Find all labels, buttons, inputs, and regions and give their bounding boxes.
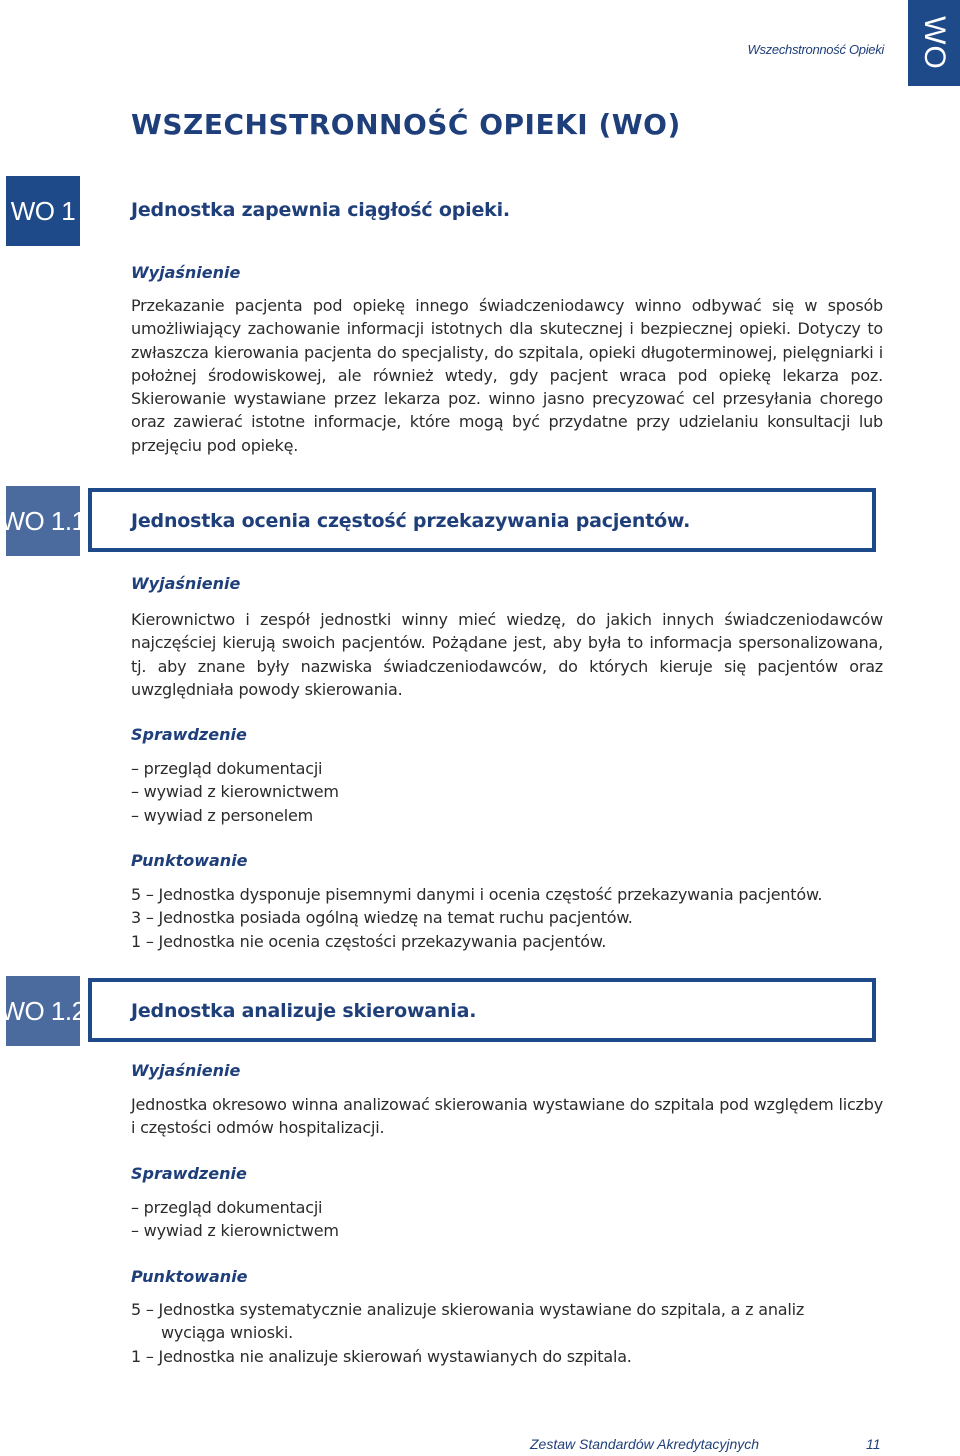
- score-item: 5 – Jednostka systematycznie analizuje skierowania wystawiane do szpitala, a z analiz wyciąga wnioski.: [131, 1300, 805, 1343]
- check-item: – przegląd dokumentacji: [131, 1198, 323, 1217]
- score-item: 5 – Jednostka dysponuje pisemnymi danymi i ocenia częstość przekazywania pacjentów.: [131, 885, 823, 904]
- standard-title-wo1: Jednostka zapewnia ciągłość opieki.: [131, 199, 510, 221]
- explanation-text-wo1-2: Jednostka okresowo winna analizować skierowania wystawiane do szpitala pod względem liczby i częstości odmów hospitalizacji.: [131, 1095, 883, 1138]
- score-label-wo1-2: Punktowanie: [131, 1267, 248, 1286]
- running-header-title: Wszechstronność Opieki: [747, 42, 884, 57]
- check-item: – wywiad z kierownictwem: [131, 1221, 339, 1241]
- explanation-label-wo1-1: Wyjaśnienie: [131, 574, 241, 593]
- explanation-text-wo1: Przekazanie pacjenta pod opiekę innego świadczeniodawcy winno odbywać się w sposób umożliwiający zachowanie informacji istotnych dla skutecznej i bezpiecznej opieki. Dotyczy to zwłaszcza kierowania pacjenta do specjalisty, do szpitala, opieki długoterminowej, pielęgniarki i położnej środowiskowej, ale również wtedy, gdy pacjent wraca pod opiekę lekarza poz. Skierowanie wystawiane przez lekarza poz. winno jasno precyzować cel przesyłania chorego oraz zawierać istotne informacje, które mogą być przydatne przy udzielaniu konsultacji lub przejęciu pod opiekę.: [131, 296, 883, 455]
- check-label-wo1-2: Sprawdzenie: [131, 1164, 247, 1183]
- standard-code-wo1-1: WO 1.1: [6, 486, 80, 556]
- page-title: WSZECHSTRONNOŚĆ OPIEKI (WO): [131, 108, 681, 141]
- explanation-text-wo1-1: Kierownictwo i zespół jednostki winny mieć wiedzę, do jakich innych świadczeniodawców najczęściej kierują swoich pacjentów. Pożądane jest, aby była to informacja spersonalizowana, tj. aby znane były nazwiska świadczeniodawców, do których kieruje się pacjentów oraz uwzględniała powody skierowania.: [131, 610, 883, 699]
- score-list-wo1-1: [131, 883, 891, 953]
- standard-title-wo1-2: Jednostka analizuje skierowania.: [131, 1000, 477, 1022]
- check-label-wo1-1: Sprawdzenie: [131, 725, 247, 744]
- check-list-wo1-2: [131, 1196, 891, 1243]
- explanation-label-wo1-2: Wyjaśnienie: [131, 1061, 241, 1080]
- section-tab: [908, 0, 960, 86]
- footer-page-number: 11: [866, 1436, 881, 1452]
- check-item: – przegląd dokumentacji: [131, 759, 323, 778]
- score-label-wo1-1: Punktowanie: [131, 851, 248, 870]
- check-list-wo1-1: [131, 757, 891, 827]
- check-item: – wywiad z personelem: [131, 805, 314, 825]
- footer-series-title: Zestaw Standardów Akredytacyjnych: [530, 1436, 760, 1452]
- standard-code-wo1-2: WO 1.2: [6, 976, 80, 1046]
- score-list-wo1-2: [131, 1298, 871, 1368]
- section-tab-code: WO: [918, 16, 951, 70]
- explanation-label-wo1: Wyjaśnienie: [131, 263, 241, 282]
- score-item: 3 – Jednostka posiada ogólną wiedzę na temat ruchu pacjentów.: [131, 908, 633, 928]
- standard-code-wo1: WO 1: [6, 176, 80, 246]
- score-item: 1 – Jednostka nie analizuje skierowań wystawianych do szpitala.: [131, 1346, 632, 1366]
- score-item: 1 – Jednostka nie ocenia częstości przekazywania pacjentów.: [131, 931, 607, 951]
- check-item: – wywiad z kierownictwem: [131, 782, 339, 802]
- standard-title-wo1-1: Jednostka ocenia częstość przekazywania pacjentów.: [131, 510, 691, 532]
